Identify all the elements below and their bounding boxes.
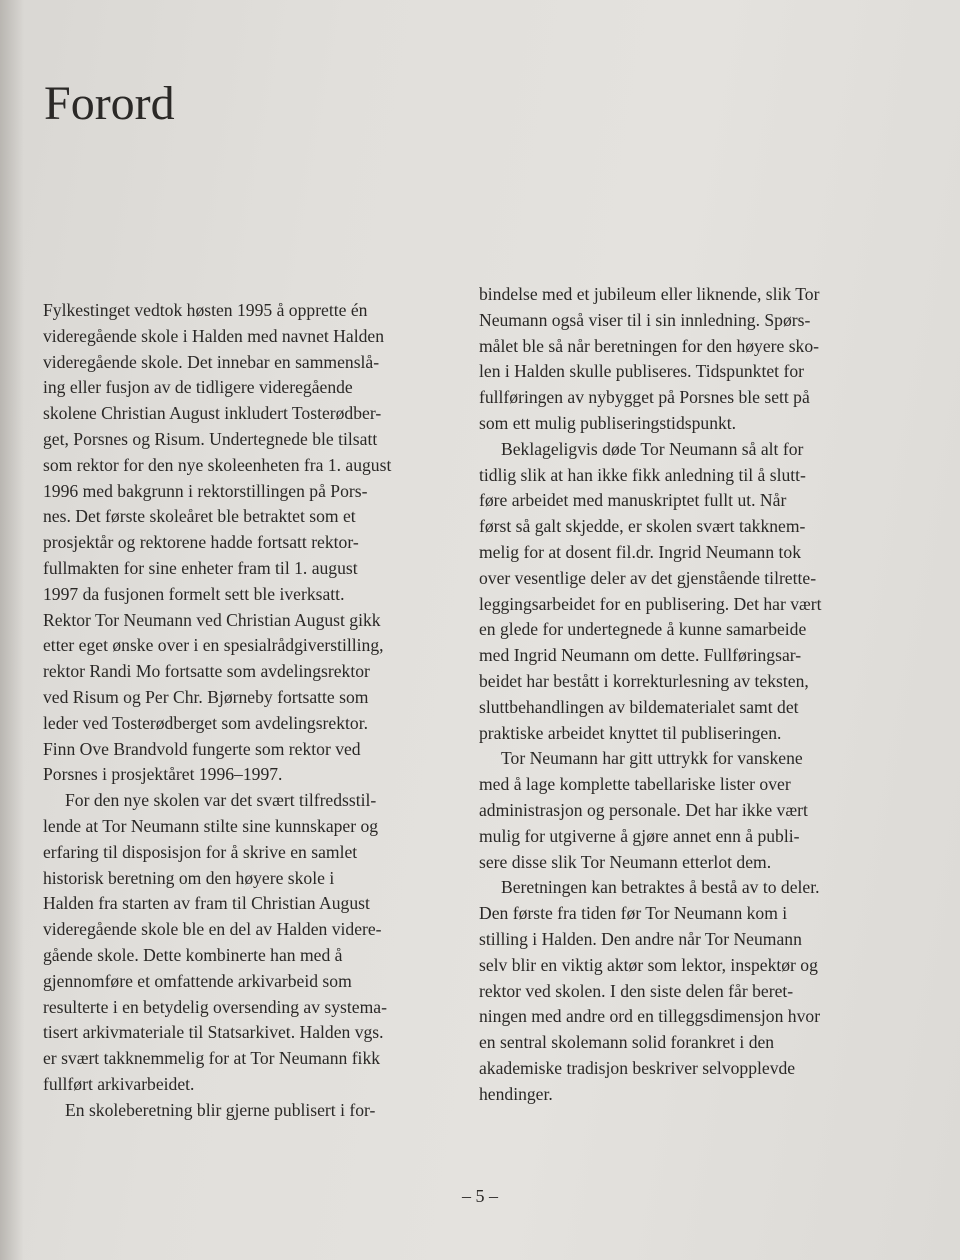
text-line: stilling i Halden. Den andre når Tor Neumann — [479, 928, 802, 949]
text-line: rektor Randi Mo fortsatte som avdelingsrektor — [43, 661, 370, 682]
text-column-left — [43, 298, 443, 1124]
text-line: gående skole. Dette kombinerte han med å — [43, 944, 343, 965]
text-line: lende at Tor Neumann stilte sine kunnskaper og — [43, 815, 379, 836]
text-line: etter eget ønske over i en spesialrådgiverstilling, — [43, 635, 384, 656]
text-line: som ett mulig publiseringstidspunkt. — [479, 412, 737, 433]
text-line: bindelse med et jubileum eller liknende, slik Tor — [479, 284, 820, 304]
text-line: fullmakten for sine enheter fram til 1. august — [43, 557, 358, 578]
text-line: målet ble så når beretningen for den høyere sko- — [479, 335, 820, 356]
text-line: Beklageligvis døde Tor Neumann så alt for — [501, 438, 804, 459]
text-line: resulterte i en betydelig oversending av systema- — [43, 996, 387, 1017]
text-line: videregående skole ble en del av Halden videre- — [43, 919, 382, 940]
text-line: hendinger. — [479, 1083, 553, 1104]
text-line: Rektor Tor Neumann ved Christian August gikk — [43, 609, 381, 630]
text-line: selv blir en viktig aktør som lektor, inspektør og — [479, 954, 818, 975]
text-line: nes. Det første skoleåret ble betraktet som et — [43, 506, 356, 527]
text-line: administrasjon og personale. Det har ikke vært — [479, 799, 808, 820]
text-line: Neumann også viser til i sin innledning. Spørs- — [479, 309, 811, 330]
text-line: fullføringen av nybygget på Porsnes ble sett på — [479, 387, 810, 408]
text-line: er svært takknemmelig for at Tor Neumann fikk — [43, 1048, 381, 1069]
text-line: med Ingrid Neumann om dette. Fullføringsar- — [479, 645, 802, 666]
text-line: ved Risum og Per Chr. Bjørneby fortsatte som — [43, 686, 369, 707]
text-line: ningen med andre ord en tilleggsdimensjon hvor — [479, 1006, 821, 1027]
text-line: skolene Christian August inkludert Tosterødber- — [43, 403, 382, 424]
text-line: leggingsarbeidet for en publisering. Det har vært — [479, 593, 822, 614]
text-line: mulig for utgiverne å gjøre annet enn å publi- — [479, 825, 800, 846]
text-line: get, Porsnes og Risum. Undertegnede ble tilsatt — [43, 428, 378, 449]
page-number: – 5 – — [462, 1186, 498, 1206]
text-line: fullført arkivarbeidet. — [43, 1073, 195, 1094]
text-column-right — [479, 282, 915, 1108]
text-line: føre arbeidet med manuskriptet fullt ut. Når — [479, 490, 787, 511]
text-line: akademiske tradisjon beskriver selvopplevde — [479, 1057, 796, 1078]
text-line: gjennomføre et omfattende arkivarbeid som — [43, 970, 352, 991]
text-line: en sentral skolemann solid forankret i den — [479, 1032, 775, 1053]
text-line: Finn Ove Brandvold fungerte som rektor ved — [43, 738, 361, 759]
text-line: 1997 da fusjonen formelt sett ble iverksatt. — [43, 583, 345, 604]
text-line: sluttbehandlingen av bildematerialet samt det — [479, 696, 799, 717]
text-line: historisk beretning om den høyere skole i — [43, 867, 335, 888]
text-line: over vesentlige deler av det gjenstående tilrette- — [479, 567, 817, 588]
text-line: melig for at dosent fil.dr. Ingrid Neumann tok — [479, 541, 801, 562]
text-line: videregående skole. Det innebar en sammenslå- — [43, 351, 380, 372]
text-line: tidlig slik at han ikke fikk anledning til å slutt- — [479, 464, 806, 485]
text-line: med å lage komplette tabellariske lister over — [479, 774, 791, 795]
text-line: len i Halden skulle publiseres. Tidspunktet for — [479, 361, 804, 382]
text-line: praktiske arbeidet knyttet til publiseringen. — [479, 722, 782, 743]
text-line: Tor Neumann har gitt uttrykk for vanskene — [501, 748, 803, 769]
text-line: Porsnes i prosjektåret 1996–1997. — [43, 764, 283, 785]
text-line: som rektor for den nye skoleenheten fra 1. august — [43, 454, 392, 475]
text-line: Fylkestinget vedtok høsten 1995 å opprette én — [43, 300, 368, 320]
text-line: prosjektår og rektorene hadde fortsatt rektor- — [43, 532, 359, 553]
text-line: erfaring til disposisjon for å skrive en samlet — [43, 841, 358, 862]
text-line: En skoleberetning blir gjerne publisert i for- — [65, 1099, 376, 1120]
text-line: ing eller fusjon av de tidligere videregående — [43, 377, 353, 398]
text-line: tisert arkivmateriale til Statsarkivet. Halden vgs. — [43, 1022, 384, 1043]
text-line: Beretningen kan betraktes å bestå av to deler. — [501, 877, 820, 898]
text-line: Halden fra starten av fram til Christian August — [43, 893, 370, 914]
text-line: rektor ved skolen. I den siste delen får beret- — [479, 980, 794, 1001]
page-gutter-shadow — [0, 0, 24, 1260]
text-line: først så galt skjedde, er skolen svært takknem- — [479, 516, 806, 537]
text-line: For den nye skolen var det svært tilfredsstil- — [65, 790, 377, 811]
text-line: videregående skole i Halden med navnet Halden — [43, 325, 384, 346]
text-line: sere disse slik Tor Neumann etterlot dem. — [479, 851, 772, 872]
text-line: beidet har bestått i korrekturlesning av teksten, — [479, 670, 809, 691]
text-line: Den første fra tiden før Tor Neumann kom i — [479, 903, 788, 924]
text-line: en glede for undertegnede å kunne samarbeide — [479, 619, 807, 640]
page-title: Forord — [44, 77, 175, 130]
text-line: 1996 med bakgrunn i rektorstillingen på Pors- — [43, 480, 368, 501]
text-line: leder ved Tosterødberget som avdelingsrektor. — [43, 712, 368, 733]
